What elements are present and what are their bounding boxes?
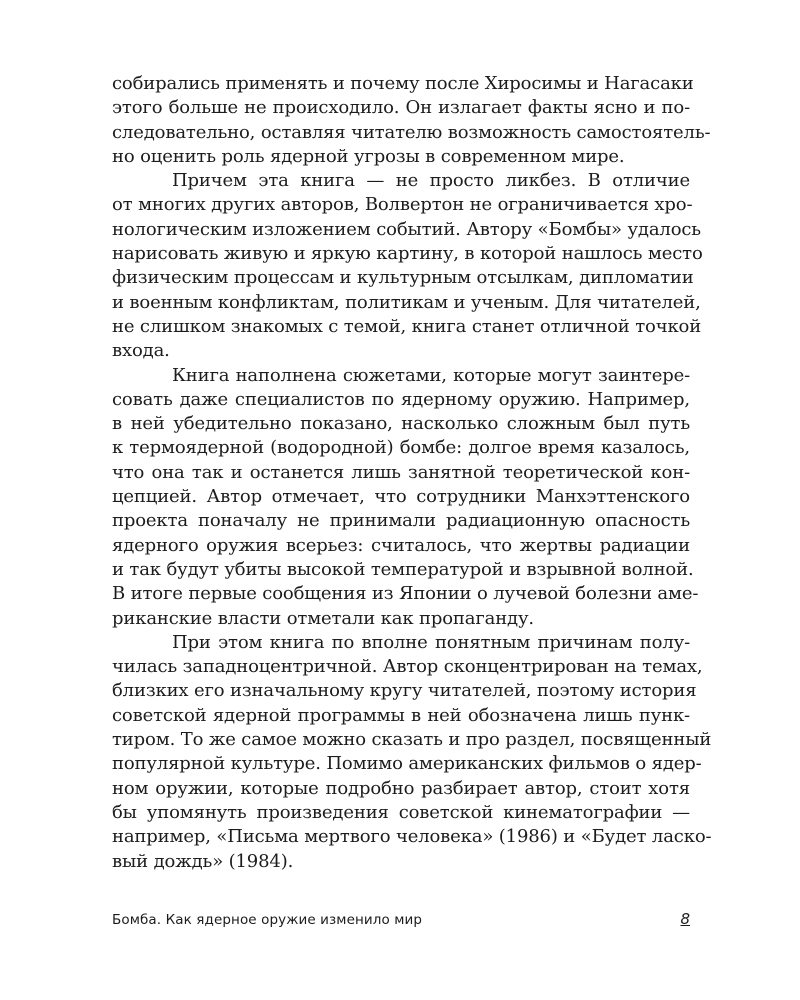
text-line: следовательно, оставляя читателю возможность самостоятель- xyxy=(112,121,711,143)
text-line: в ней убедительно показано, насколько сложным был путь xyxy=(112,413,690,435)
text-line: тиром. То же самое можно сказать и про раздел, посвященный xyxy=(112,729,712,751)
text-line: и так будут убиты высокой температурой и взрывной волной. xyxy=(112,558,694,580)
text-line: ядерного оружия всерьез: считалось, что жертвы радиации xyxy=(112,534,690,556)
body-text xyxy=(112,72,712,874)
text-line: что она так и останется лишь занятной теоретической кон- xyxy=(112,461,690,483)
text-line: риканские власти отметали как пропаганду. xyxy=(112,607,534,629)
text-line: например, «Письма мертвого человека» (1986) и «Будет ласко- xyxy=(112,826,712,848)
text-line: совать даже специалистов по ядерному оружию. Например, xyxy=(112,388,690,410)
text-line: собирались применять и почему после Хиросимы и Нагасаки xyxy=(112,73,694,94)
text-line: При этом книга по вполне понятным причинам полу- xyxy=(172,631,690,653)
text-line: от многих других авторов, Волвертон не ограничивается хро- xyxy=(112,194,693,216)
paragraph xyxy=(112,364,699,631)
paragraph xyxy=(112,72,711,169)
text-line: близких его изначальному кругу читателей, поэтому история xyxy=(112,680,697,702)
text-line: но оценить роль ядерной угрозы в современном мире. xyxy=(112,145,625,167)
text-line: этого больше не происходило. Он излагает факты ясно и по- xyxy=(112,97,690,119)
text-line: чилась западноцентричной. Автор сконцентрирован на темах, xyxy=(112,656,703,678)
text-line: нологическим изложением событий. Автору «Бомбы» удалось xyxy=(112,218,701,240)
text-line: к термоядерной (водородной) бомбе: долгое время казалось, xyxy=(112,437,690,459)
text-line: ном оружии, которые подробно разбирает автор, стоит хотя xyxy=(112,777,690,799)
page-number: 8 xyxy=(680,910,690,928)
text-line: В итоге первые сообщения из Японии о лучевой болезни аме- xyxy=(112,583,699,605)
text-line: бы упомянуть произведения советской кинематографии — xyxy=(112,801,690,823)
running-title: Бомба. Как ядерное оружие изменило мир xyxy=(112,912,423,928)
text-line: проекта поначалу не принимали радиационную опасность xyxy=(112,510,690,532)
page-footer xyxy=(112,912,690,934)
text-line: физическим процессам и культурным отсылкам, дипломатии xyxy=(112,267,694,289)
text-line: нарисовать живую и яркую картину, в которой нашлось место xyxy=(112,243,703,265)
text-line: советской ядерной программы в ней обозначена лишь пунк- xyxy=(112,704,690,726)
text-line: Причем эта книга — не просто ликбез. В отличие xyxy=(172,170,690,192)
paragraph xyxy=(112,631,712,874)
text-line: входа. xyxy=(112,340,170,362)
text-line: популярной культуре. Помимо американских фильмов о ядер- xyxy=(112,753,702,775)
text-line: не слишком знакомых с темой, книга станет отличной точкой xyxy=(112,315,702,337)
text-line: цепцией. Автор отмечает, что сотрудники Манхэттенского xyxy=(112,486,690,508)
text-line: Книга наполнена сюжетами, которые могут заинтере- xyxy=(172,364,690,386)
paragraph xyxy=(112,169,703,363)
text-line: вый дождь» (1984). xyxy=(112,850,294,872)
text-line: и военным конфликтам, политикам и ученым. Для читателей, xyxy=(112,291,701,313)
